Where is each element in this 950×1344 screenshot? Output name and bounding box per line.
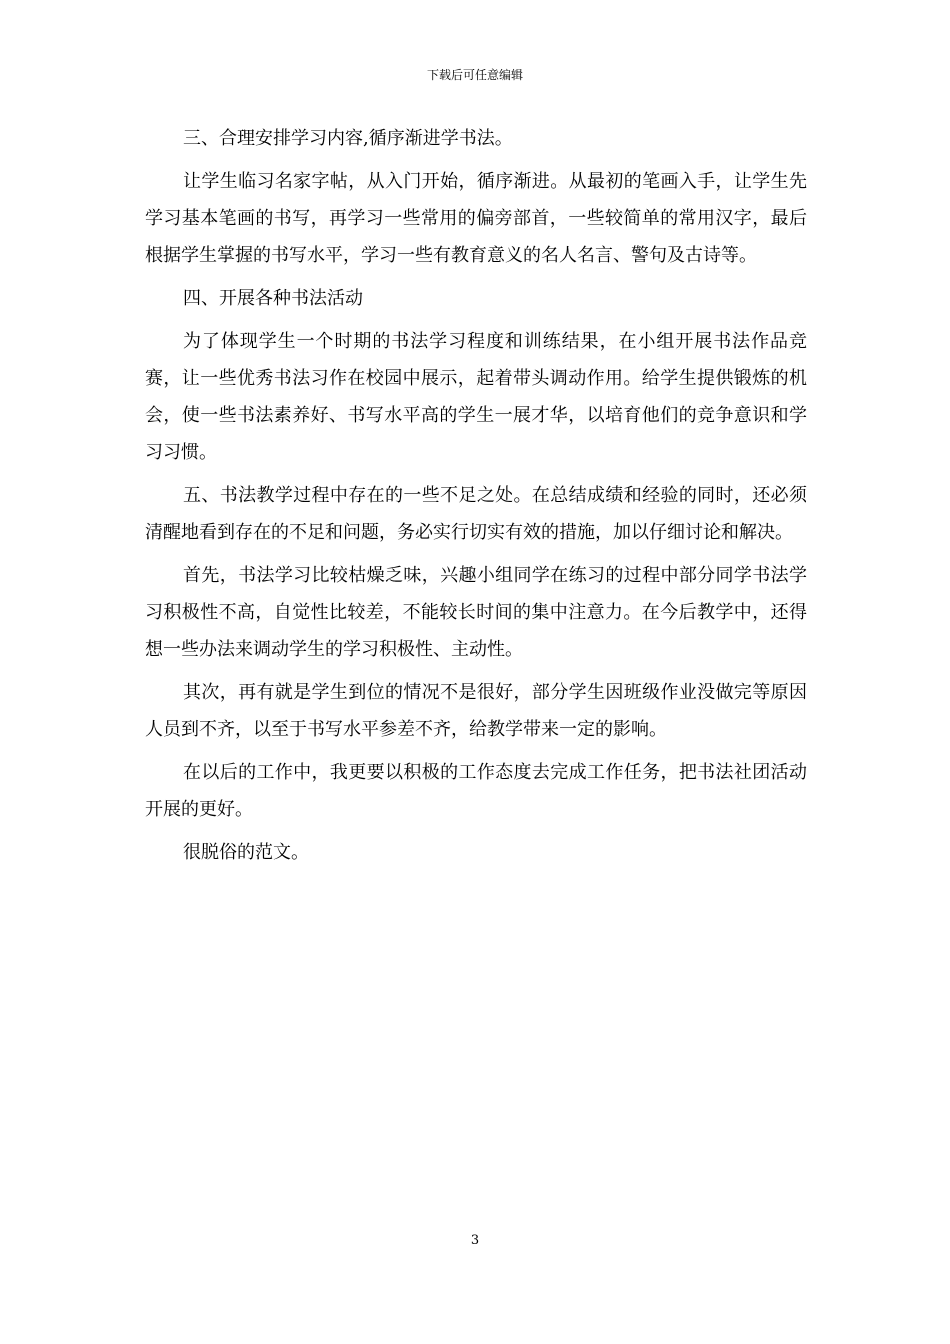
section-heading-3: 三、合理安排学习内容,循序渐进学书法。 [183, 128, 513, 149]
body-paragraph: 在以后的工作中，我更要以积极的工作态度去完成工作任务，把书法社团活动开展的更好。 [145, 762, 807, 820]
page-header: 下载后可任意编辑 [426, 68, 523, 82]
page-number: 3 [470, 1233, 480, 1248]
body-paragraph: 为了体现学生一个时期的书法学习程度和训练结果，在小组开展书法作品竞赛，让一些优秀书法习作在校园中展示，起着带头调动作用。给学生提供锻炼的机会，使一些书法素养好、书写水平高的学生一展才华，以培育他们的竞争意识和学习习惯。 [145, 331, 807, 463]
section-heading-5: 五、书法教学过程中存在的一些不足之处。在总结成绩和经验的同时，还必须清醒地看到存在的不足和问题，务必实行切实有效的措施，加以仔细讨论和解决。 [145, 485, 807, 543]
document-body [145, 120, 807, 877]
body-paragraph: 其次，再有就是学生到位的情况不是很好，部分学生因班级作业没做完等原因人员到不齐，以至于书写水平参差不齐，给教学带来一定的影响。 [145, 682, 807, 740]
body-paragraph: 让学生临习名家字帖，从入门开始，循序渐进。从最初的笔画入手，让学生先学习基本笔画的书写，再学习一些常用的偏旁部首，一些较简单的常用汉字，最后根据学生掌握的书写水平，学习一些有教育意义的名人名言、警句及古诗等。 [145, 171, 807, 266]
section-heading-4: 四、开展各种书法活动 [183, 288, 363, 309]
closing-remark: 很脱俗的范文。 [183, 842, 309, 863]
body-paragraph: 首先，书法学习比较枯燥乏味，兴趣小组同学在练习的过程中部分同学书法学习积极性不高，自觉性比较差，不能较长时间的集中注意力。在今后教学中，还得想一些办法来调动学生的学习积极性、主动性。 [145, 565, 807, 660]
